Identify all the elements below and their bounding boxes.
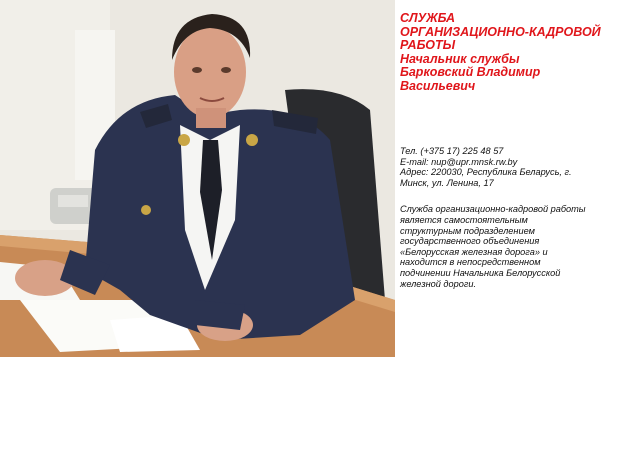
person-name-line-2: Васильевич	[400, 78, 476, 93]
heading-line-2: ОРГАНИЗАЦИОННО-КАДРОВОЙ	[400, 24, 601, 39]
email-text: E-mail: nup@upr.mnsk.rw.by	[400, 156, 518, 167]
description-line: подчинении Начальника Белорусской	[400, 267, 561, 278]
contact-block	[400, 146, 632, 188]
description-line: является самостоятельным	[400, 214, 528, 225]
position-title: Начальник службы	[400, 51, 520, 66]
description-line: Служба организационно-кадровой работы	[400, 204, 586, 215]
heading-line-3: РАБОТЫ	[400, 38, 456, 52]
portrait-illustration	[0, 0, 395, 357]
person-name-line-1: Барковский Владимир	[400, 65, 541, 79]
department-heading	[400, 12, 632, 93]
phone-text: Тел. (+375 17) 225 48 57	[400, 146, 504, 156]
description-line: государственного объединения	[400, 236, 540, 247]
address-line-1: Адрес: 220030, Республика Беларусь, г.	[400, 167, 572, 178]
address-line-2: Минск, ул. Ленина, 17	[400, 177, 494, 188]
info-panel	[400, 12, 632, 289]
department-description	[400, 204, 632, 289]
description-line: структурным подразделением	[400, 225, 535, 236]
description-line: «Белорусская железная дорога» и	[400, 246, 548, 257]
portrait-photo	[0, 0, 395, 357]
description-line: железной дороги.	[400, 278, 477, 289]
heading-line-1: СЛУЖБА	[400, 11, 456, 25]
description-line: находится в непосредственном	[400, 257, 541, 268]
